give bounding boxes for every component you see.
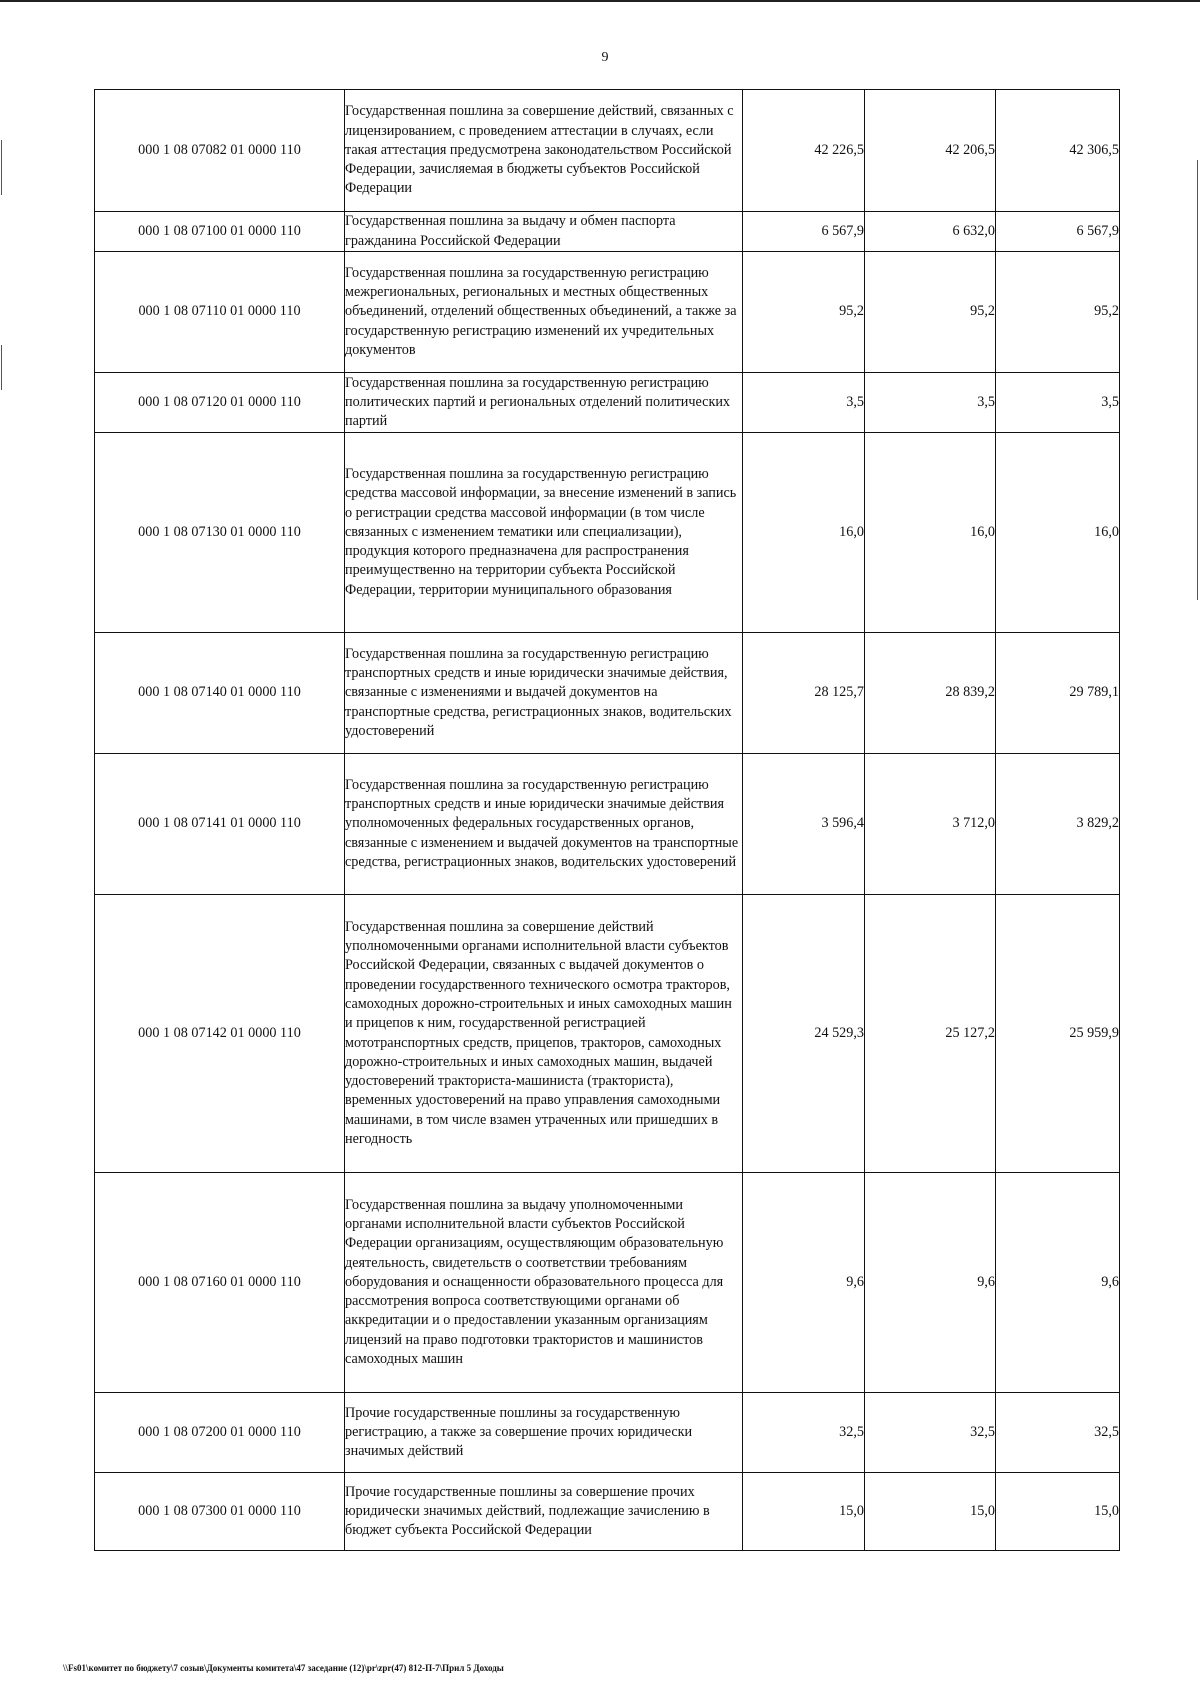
amount-col-1: 9,6: [743, 1173, 865, 1393]
revenue-description: Прочие государственные пошлины за совершение прочих юридически значимых действий, подлежащие зачислению в бюджет субъекта Российской Федерации: [345, 1473, 743, 1551]
classification-code: 000 1 08 07200 01 0000 110: [95, 1393, 345, 1473]
classification-code: 000 1 08 07300 01 0000 110: [95, 1473, 345, 1551]
revenue-description: Государственная пошлина за государственную регистрацию политических партий и региональных отделений политических партий: [345, 373, 743, 433]
revenue-description: Государственная пошлина за выдачу и обмен паспорта гражданина Российской Федерации: [345, 212, 743, 252]
amount-col-3: 95,2: [996, 252, 1120, 373]
classification-code: 000 1 08 07142 01 0000 110: [95, 895, 345, 1173]
classification-code: 000 1 08 07100 01 0000 110: [95, 212, 345, 252]
revenue-description: Государственная пошлина за выдачу уполномоченными органами исполнительной власти субъектов Российской Федерации организациям, осуществляющим образовательную деятельность, свидетельств о соответствии требованиям оборудования и оснащенности образовательного процесса для рассмотрения вопроса соответствующими органами об аккредитации и о предоставлении указанным организациям лицензий на право подготовки трактористов и машинистов самоходных машин: [345, 1173, 743, 1393]
revenue-description: Государственная пошлина за государственную регистрацию средства массовой информации, за внесение изменений в запись о регистрации средства массовой информации (в том числе связанных с изменением тематики или специализации), продукция которого предназначена для распространения преимущественно на территории субъекта Российской Федерации, территории муниципального образования: [345, 433, 743, 633]
amount-col-3: 9,6: [996, 1173, 1120, 1393]
amount-col-1: 16,0: [743, 433, 865, 633]
classification-code: 000 1 08 07141 01 0000 110: [95, 754, 345, 895]
classification-code: 000 1 08 07110 01 0000 110: [95, 252, 345, 373]
amount-col-3: 16,0: [996, 433, 1120, 633]
table-row: [95, 1173, 1120, 1393]
amount-col-2: 3 712,0: [865, 754, 996, 895]
amount-col-2: 3,5: [865, 373, 996, 433]
revenue-description: Прочие государственные пошлины за государственную регистрацию, а также за совершение прочих юридически значимых действий: [345, 1393, 743, 1473]
classification-code: 000 1 08 07140 01 0000 110: [95, 633, 345, 754]
revenue-description: Государственная пошлина за совершение действий уполномоченными органами исполнительной власти субъектов Российской Федерации, связанных с выдачей документов о проведении государственного технического осмотра тракторов, самоходных дорожно-строительных и иных самоходных машин и прицепов к ним, государственной регистрацией мототранспортных средств, прицепов, тракторов, самоходных дорожно-строительных и иных самоходных машин, выдачей удостоверений тракториста-машиниста (тракториста), временных удостоверений на право управления самоходными машинами, в том числе взамен утраченных или пришедших в негодность: [345, 895, 743, 1173]
amount-col-2: 16,0: [865, 433, 996, 633]
table-row: [95, 1473, 1120, 1551]
file-path-footer: \\Fs01\комитет по бюджету\7 созыв\Документы комитета\47 заседание (12)\pr\zpr(47) 812-П-7\Прил 5 Доходы: [63, 1663, 504, 1673]
amount-col-2: 25 127,2: [865, 895, 996, 1173]
table-row: [95, 252, 1120, 373]
classification-code: 000 1 08 07160 01 0000 110: [95, 1173, 345, 1393]
scan-top-edge: [0, 0, 1200, 2]
amount-col-1: 32,5: [743, 1393, 865, 1473]
amount-col-3: 3,5: [996, 373, 1120, 433]
amount-col-1: 15,0: [743, 1473, 865, 1551]
table-row: [95, 373, 1120, 433]
amount-col-3: 15,0: [996, 1473, 1120, 1551]
scan-edge-mark: [1197, 160, 1198, 600]
table-row: [95, 633, 1120, 754]
amount-col-2: 28 839,2: [865, 633, 996, 754]
table-row: [95, 90, 1120, 212]
amount-col-1: 3 596,4: [743, 754, 865, 895]
table-row: [95, 895, 1120, 1173]
classification-code: 000 1 08 07082 01 0000 110: [95, 90, 345, 212]
revenue-table: [94, 89, 1120, 1551]
amount-col-3: 42 306,5: [996, 90, 1120, 212]
classification-code: 000 1 08 07130 01 0000 110: [95, 433, 345, 633]
amount-col-1: 95,2: [743, 252, 865, 373]
amount-col-2: 9,6: [865, 1173, 996, 1393]
amount-col-2: 42 206,5: [865, 90, 996, 212]
amount-col-1: 6 567,9: [743, 212, 865, 252]
amount-col-2: 32,5: [865, 1393, 996, 1473]
amount-col-2: 6 632,0: [865, 212, 996, 252]
revenue-description: Государственная пошлина за совершение действий, связанных с лицензированием, с проведением аттестации в случаях, если такая аттестация предусмотрена законодательством Российской Федерации, зачисляемая в бюджеты субъектов Российской Федерации: [345, 90, 743, 212]
page-number: 9: [601, 50, 609, 65]
revenue-description: Государственная пошлина за государственную регистрацию транспортных средств и иные юридически значимые действия уполномоченных федеральных государственных органов, связанные с изменением и выдачей документов на транспортные средства, регистрационных знаков, водительских удостоверений: [345, 754, 743, 895]
amount-col-1: 24 529,3: [743, 895, 865, 1173]
scan-edge-mark: [1, 345, 2, 390]
amount-col-3: 29 789,1: [996, 633, 1120, 754]
amount-col-2: 95,2: [865, 252, 996, 373]
classification-code: 000 1 08 07120 01 0000 110: [95, 373, 345, 433]
revenue-description: Государственная пошлина за государственную регистрацию межрегиональных, региональных и местных общественных объединений, отделений общественных объединений, а также за государственную регистрацию изменений их учредительных документов: [345, 252, 743, 373]
amount-col-1: 28 125,7: [743, 633, 865, 754]
amount-col-3: 3 829,2: [996, 754, 1120, 895]
table-row: [95, 754, 1120, 895]
amount-col-3: 25 959,9: [996, 895, 1120, 1173]
amount-col-2: 15,0: [865, 1473, 996, 1551]
amount-col-3: 6 567,9: [996, 212, 1120, 252]
table-row: [95, 1393, 1120, 1473]
revenue-description: Государственная пошлина за государственную регистрацию транспортных средств и иные юридически значимые действия, связанные с изменениями и выдачей документов на транспортные средства, регистрационных знаков, водительских удостоверений: [345, 633, 743, 754]
amount-col-1: 42 226,5: [743, 90, 865, 212]
table-row: [95, 433, 1120, 633]
amount-col-3: 32,5: [996, 1393, 1120, 1473]
scan-edge-mark: [1, 140, 2, 195]
amount-col-1: 3,5: [743, 373, 865, 433]
table-row: [95, 212, 1120, 252]
